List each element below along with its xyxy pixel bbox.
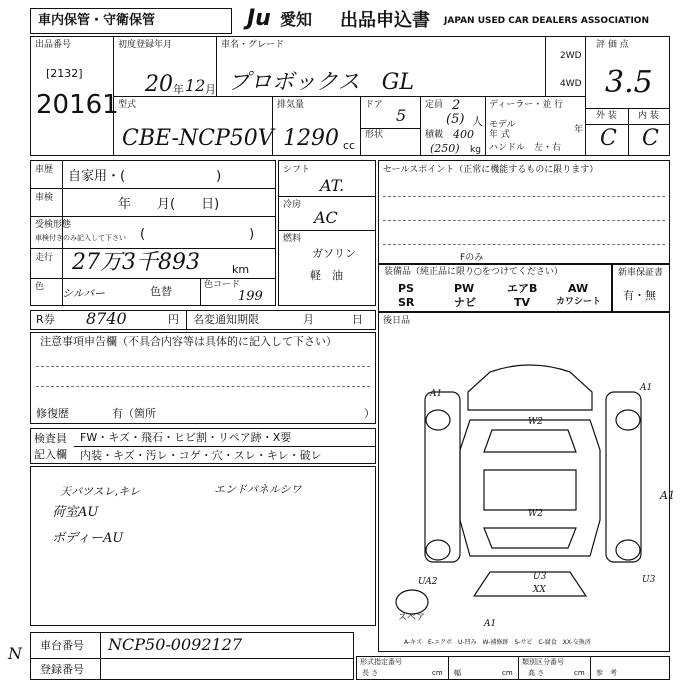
shift-value: AT. [320,176,345,195]
year-char: 年 [173,83,184,96]
cc-unit: cc [343,139,356,152]
repair-close: ） [364,407,375,420]
recycle-label: R券 [36,313,55,326]
color-change-label: 色替 [150,285,172,298]
equip-ps: PS [398,282,414,295]
shape-label: 形状 [365,130,384,140]
year-model-label: モデル [489,120,516,130]
length-unit: cm [432,669,443,677]
org-name: 愛知 [280,10,313,29]
inspector-note-right: エンドパネルシワ [214,483,302,496]
class-number-label: 類別区分番号 [522,658,564,666]
repair-label: 修復歴 [36,407,69,420]
equip-aw: AW [568,282,589,295]
equip-seat: カワシート [556,297,602,307]
width-label: 幅 [454,669,461,677]
chassis-label: 車台番号 [40,639,84,652]
mileage-value: 27万3千893 [72,250,200,275]
form-title: 出品申込書 [340,10,430,31]
damage-label-a1-bottom: A1 [484,619,497,629]
storage-title: 車内保管・守衛保管 [38,13,156,28]
inspector-row-1: FW・キズ・飛石・ヒビ割・リペア跡・X要 [80,431,292,444]
color-label: 色 [35,282,45,292]
mileage-unit: km [232,263,250,276]
equipment-label: 装備品（純正品に限り○をつけてください） [384,267,563,277]
fuel-label: 燃料 [283,234,302,244]
interior-value: C [642,126,659,151]
ac-label: 冷房 [283,200,302,210]
rating-value: 3.5 [605,65,653,100]
color-code-value: 199 [238,289,263,304]
damage-label-ua2: UA2 [418,577,438,587]
warranty-label: 新車保証書 [618,268,664,278]
color-code-label: 色コード [204,280,241,290]
damage-label-a1-tl: A1 [430,389,443,399]
reg-number-label: 登録番号 [40,663,84,676]
capacity-label: 定員 [425,100,444,110]
spare-label: スペア [398,613,426,623]
length-label: 長 さ [362,669,379,677]
inspector-note-1: 天バツスレ,キレ [60,485,141,498]
fuel-value-1: ガソリン [312,247,356,260]
drive-2wd: 2WD [560,51,582,61]
mileage-label: 走行 [35,253,54,263]
year-model-unit: 年 [574,125,584,135]
capacity-unit: 人 [472,115,483,128]
handle-label: ハンドル 左・右 [489,143,562,153]
door-value: 5 [396,106,407,125]
height-unit: cm [574,669,585,677]
remarks-label: 注意事項申告欄（不具合内容等は具体的に記入して下さい） [40,335,337,348]
lot-number: 20161 [36,90,119,120]
interior-label: 内 装 [638,111,659,121]
inspector-note-2: 荷室AU [52,505,99,520]
ju-logo: Ju [247,6,271,31]
equip-sr: SR [398,296,415,309]
load-label: 積載 [425,130,444,140]
capacity-paren: (5) [446,112,465,127]
inherit-small: 車検付きのみ記入して下さい [35,234,126,242]
inspection-value: 年 月( 日) [118,197,220,212]
ac-value: AC [314,208,338,227]
year-model-label-2: 年 式 [489,130,510,140]
inspector-label-1: 検査員 [34,432,67,445]
ref-label: 参 考 [596,669,617,677]
lot-label: 出品番号 [35,40,72,50]
damage-label-u3-right: U3 [642,575,656,585]
inspector-note-3: ボディーAU [52,531,124,546]
shift-label: シフト [283,165,311,175]
month-char: 月 [205,83,216,96]
chassis-value: NCP50-0092127 [108,635,243,654]
rating-label: 評 価 点 [596,40,629,50]
recycle-value: 8740 [86,309,127,328]
association-name: JAPAN USED CAR DEALERS ASSOCIATION [444,16,649,26]
capacity-value: 2 [452,98,461,113]
damage-label-xx: XX [533,585,546,595]
model-label: 型式 [118,100,137,110]
fuel-value-2: 軽 油 [310,269,343,282]
load-value: 400 [453,128,474,141]
name-label: 車名・グレード [221,40,285,50]
note-mark: N [8,644,22,663]
rear-label: 後日品 [383,316,411,326]
equip-navi: ナビ [454,296,476,309]
reg-month: 12 [185,76,206,95]
inherit-value: ( ) [140,227,255,242]
damage-label-u3-bottom: U3 [533,572,547,582]
deadline-month: 月 [303,313,314,326]
model-value: CBE-NCP50V [122,126,274,151]
warranty-value: 有・無 [623,289,656,302]
name-value: プロボックス GL [228,70,414,95]
door-label: ドア [365,100,383,110]
deadline-day: 日 [352,313,363,326]
dealer-label: ディーラー・並 行 [489,100,564,110]
inspection-label: 車検 [35,193,54,203]
damage-legend: A-キズ E-エクボ U-凹み W-補修跡 S-サビ C-腐食 XX-交換済 [404,639,591,646]
reg-label: 初度登録年月 [118,40,173,50]
load-paren: (250) [430,142,460,155]
damage-label-w2-top: W2 [528,417,543,427]
history-value: 自家用・( ) [68,169,222,184]
equip-airbag: エアB [507,282,538,295]
damage-label-w2-mid: W2 [528,509,543,519]
equip-tv: TV [514,296,531,309]
sales-point-label: セールスポイント（正常に機能するものに限ります） [383,165,599,175]
spec-box [356,656,670,680]
history-label: 車歴 [35,165,54,175]
displacement-value: 1290 [283,126,339,151]
drive-4wd: 4WD [560,79,582,89]
damage-label-a1-right: A1 [660,489,675,502]
equipment-note: Fのみ [460,253,484,263]
inspector-label-2: 記入欄 [34,448,67,461]
deadline-label: 名変通知期限 [193,313,259,326]
width-unit: cm [502,669,513,677]
recycle-unit: 円 [168,313,179,326]
inspector-row-2: 内装・キズ・汚レ・コゲ・穴・スレ・キレ・破レ [80,449,322,462]
displacement-label: 排気量 [277,100,305,110]
form-number-label: 形式指定番号 [360,658,402,666]
exterior-label: 外 装 [596,111,617,121]
repair-value: 有（箇所 [112,407,156,420]
inherit-label: 受検形態 [35,220,72,230]
color-value: シルバー [62,287,105,300]
height-label: 高 さ [528,669,545,677]
lot-small: [2132] [46,67,83,80]
damage-label-a1-tr: A1 [640,383,653,393]
equip-pw: PW [454,282,475,295]
reg-year: 20 [145,72,173,97]
kg-unit: kg [470,145,481,155]
exterior-value: C [600,126,617,151]
